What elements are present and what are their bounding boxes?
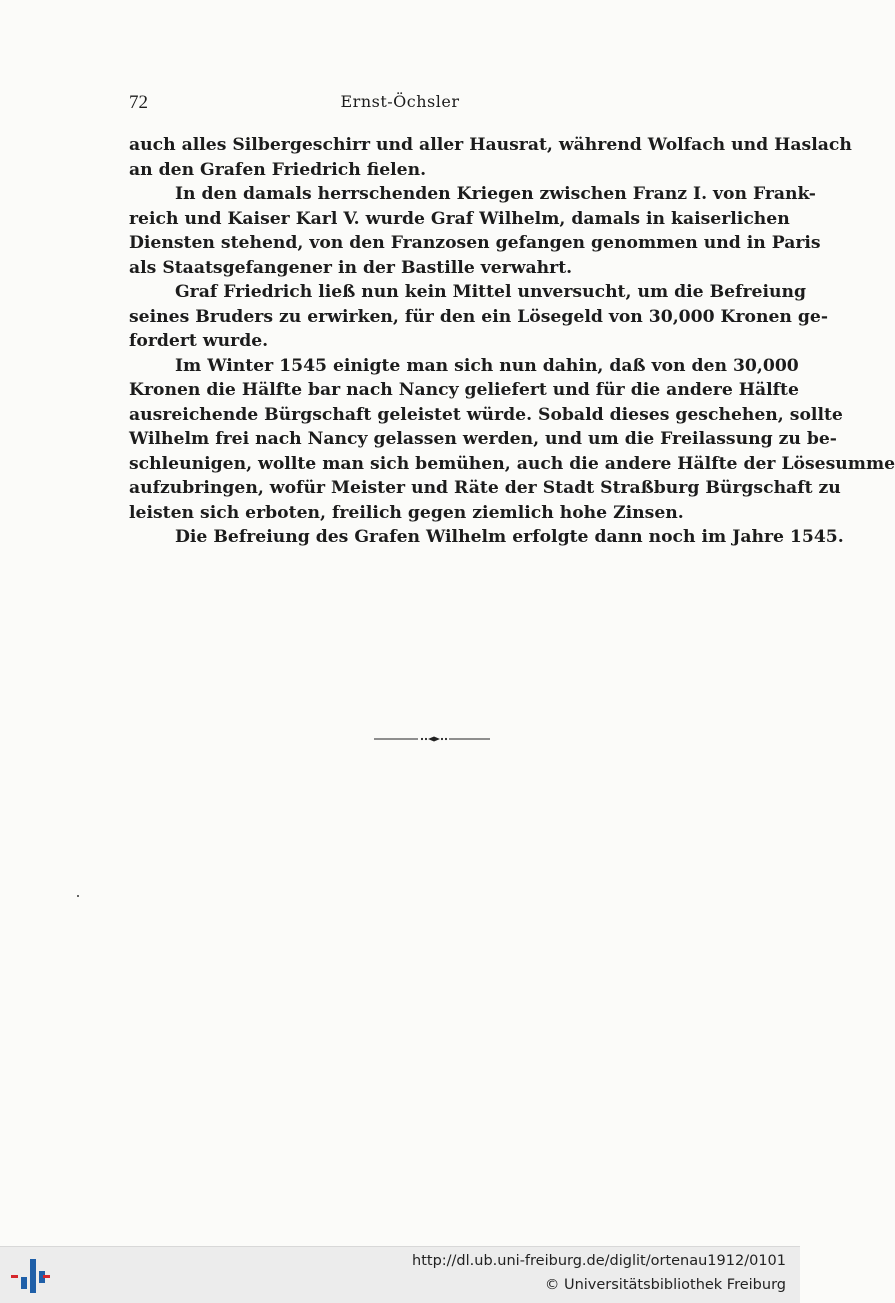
footer-bar: [0, 1246, 800, 1303]
permalink-url[interactable]: http://dl.ub.uni-freiburg.de/diglit/ortenau1912/0101: [412, 1253, 786, 1269]
text-line: an den Grafen Friedrich fielen.: [129, 159, 427, 180]
text-line: als Staatsgefangener in der Bastille verwahrt.: [129, 257, 573, 278]
text-line: seines Bruders zu erwirken, für den ein Lösegeld von 30,000 Kronen ge-: [129, 306, 828, 327]
text-line: reich und Kaiser Karl V. wurde Graf Wilhelm, damals in kaiserlichen: [129, 208, 790, 229]
text-line: auch alles Silbergeschirr und aller Hausrat, während Wolfach und Haslach: [129, 135, 852, 155]
ornament-divider: [374, 733, 490, 745]
copyright-notice: © Universitätsbibliothek Freiburg: [544, 1277, 786, 1293]
ub-freiburg-logo-icon: [9, 1257, 51, 1295]
text-line: Diensten stehend, von den Franzosen gefangen genommen und in Paris: [129, 233, 821, 253]
text-line: Die Befreiung des Grafen Wilhelm erfolgte dann noch im Jahre 1545.: [175, 527, 844, 547]
text-line: leisten sich erboten, freilich gegen ziemlich hohe Zinsen.: [129, 502, 684, 523]
text-line: fordert wurde.: [129, 331, 269, 351]
running-head: Ernst-Öchsler: [340, 92, 460, 111]
body-text: [129, 133, 895, 550]
text-line: schleunigen, wollte man sich bemühen, auch die andere Hälfte der Lösesumme: [129, 453, 895, 474]
print-speck: [77, 895, 79, 897]
text-line: In den damals herrschenden Kriegen zwischen Franz I. von Frank-: [175, 184, 816, 204]
text-line: ausreichende Bürgschaft geleistet würde. Sobald dieses geschehen, sollte: [129, 404, 843, 425]
text-line: Wilhelm frei nach Nancy gelassen werden, und um die Freilassung zu be-: [129, 429, 837, 449]
text-line: aufzubringen, wofür Meister und Räte der Stadt Straßburg Bürgschaft zu: [129, 478, 841, 498]
text-line: Graf Friedrich ließ nun kein Mittel unversucht, um die Befreiung: [175, 282, 806, 302]
page-number: 72: [129, 92, 148, 113]
text-line: Im Winter 1545 einigte man sich nun dahin, daß von den 30,000: [175, 355, 799, 376]
text-line: Kronen die Hälfte bar nach Nancy geliefert und für die andere Hälfte: [129, 380, 799, 400]
